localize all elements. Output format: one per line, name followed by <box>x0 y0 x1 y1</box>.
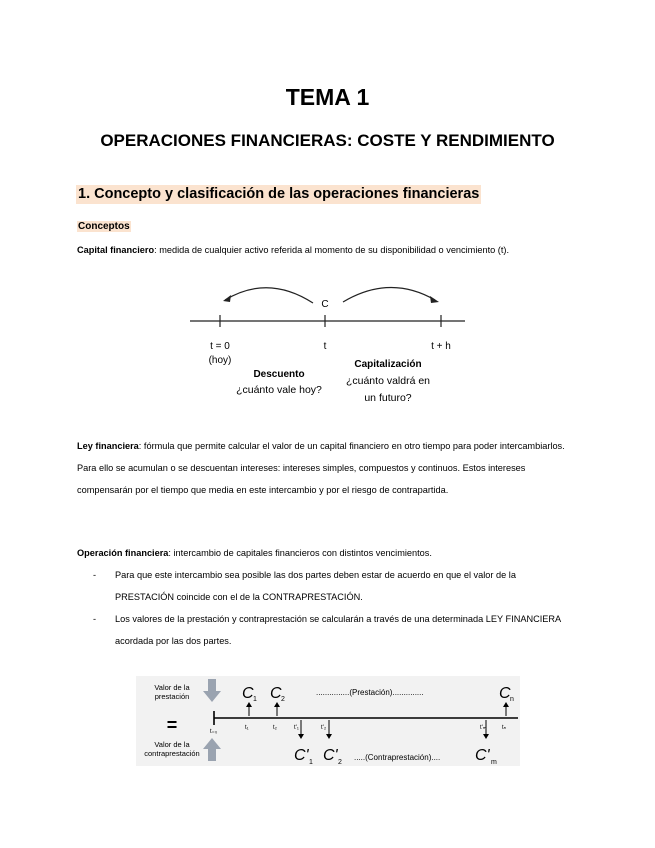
label-t: t <box>323 341 327 352</box>
cp1-label: C' <box>294 747 309 764</box>
contraprestacion-dots-label: .....(Contraprestación).... <box>354 753 441 762</box>
bullet-item <box>93 564 577 608</box>
bullet-dash: - <box>93 570 97 580</box>
bullet-text: Los valores de la prestación y contraprestación se calcularán a través de una determinada LEY FINANCIERA acordada por las dos partes. <box>115 614 561 646</box>
capitalizacion-question-1: ¿cuánto valdrá en <box>345 375 431 387</box>
subsection-label: Conceptos <box>78 221 130 232</box>
tick-tp1-label: t'₁ <box>294 725 299 731</box>
descuento-arc <box>225 288 313 303</box>
capitalizacion-label: Capitalización <box>354 359 422 370</box>
valor-prestacion-label-1: Valor de la <box>154 683 190 692</box>
ley-term: Ley financiera <box>77 441 139 451</box>
cp2-label: C' <box>323 747 338 764</box>
tick-tn-label: tₙ <box>502 725 507 731</box>
bullet-dash: - <box>93 614 97 624</box>
page-subtitle: OPERACIONES FINANCIERAS: COSTE Y RENDIMIENTO <box>100 131 555 150</box>
c2-subscript: 2 <box>281 696 285 703</box>
descuento-label: Descuento <box>253 369 305 380</box>
descuento-question: ¿cuánto vale hoy? <box>236 384 322 396</box>
bullet-item <box>93 608 577 652</box>
c1-subscript: 1 <box>253 696 257 703</box>
capitalizacion-arc <box>343 287 435 302</box>
label-hoy: (hoy) <box>208 355 232 366</box>
capital-term: Capital financiero <box>77 245 155 255</box>
label-t0: t = 0 <box>210 341 230 352</box>
c1-label: C <box>242 685 254 702</box>
cn-label: C <box>499 685 511 702</box>
tick-t1-label: t₁ <box>245 725 249 731</box>
page-title: TEMA 1 <box>285 84 370 110</box>
tick-t0-label: t₌₀ <box>210 729 218 735</box>
capital-financiero-paragraph <box>77 239 577 261</box>
section-heading: 1. Concepto y clasificación de las operaciones financieras <box>78 186 480 202</box>
ley-definition: : fórmula que permite calcular el valor de un capital financiero en otro tiempo para poder intercambiarlos. Para ello se acumulan o se descuentan intereses: intereses simples, compuestos y continuos. Estos intereses compensarán por el tiempo que media en este intercambio y por el riesgo de contrapartida. <box>77 441 565 495</box>
equals-sign: = <box>166 715 178 735</box>
capital-c-label: C <box>321 299 329 310</box>
capital-definition: : medida de cualquier activo referida al momento de su disponibilidad o vencimiento (t). <box>154 245 510 255</box>
c2-label: C <box>270 685 282 702</box>
timeline-figure <box>185 282 475 412</box>
prestacion-dots-label: ...............(Prestación).............. <box>316 688 424 697</box>
capitalizacion-question-2: un futuro? <box>364 392 412 404</box>
tick-t2-label: t₂ <box>273 725 277 731</box>
cp2-subscript: 2 <box>338 759 342 766</box>
bullet-text: Para que este intercambio sea posible las dos partes deben estar de acuerdo en que el valor de la PRESTACIÓN coincide con el de la CONTRAPRESTACIÓN. <box>115 570 516 602</box>
descuento-arrowhead <box>223 295 231 302</box>
label-th: t + h <box>431 341 451 352</box>
capitalizacion-arrowhead <box>430 296 439 303</box>
tick-tpm-label: t'ₘ <box>480 725 487 731</box>
ley-financiera-paragraph <box>77 435 577 501</box>
cn-subscript: n <box>510 696 514 703</box>
operacion-financiera-paragraph <box>77 542 577 564</box>
valor-contraprestacion-label-1: Valor de la <box>154 740 190 749</box>
valor-contraprestacion-label-2: contraprestación <box>144 749 200 758</box>
tick-tp2-label: t'₂ <box>321 725 327 731</box>
operacion-term: Operación financiera <box>77 548 169 558</box>
cpm-label: C' <box>475 747 490 764</box>
prestacion-diagram <box>136 676 520 766</box>
cpm-subscript: m <box>491 759 497 766</box>
valor-prestacion-label-2: prestación <box>154 692 190 701</box>
operacion-definition: : intercambio de capitales financieros con distintos vencimientos. <box>168 548 432 558</box>
cp1-subscript: 1 <box>309 759 313 766</box>
